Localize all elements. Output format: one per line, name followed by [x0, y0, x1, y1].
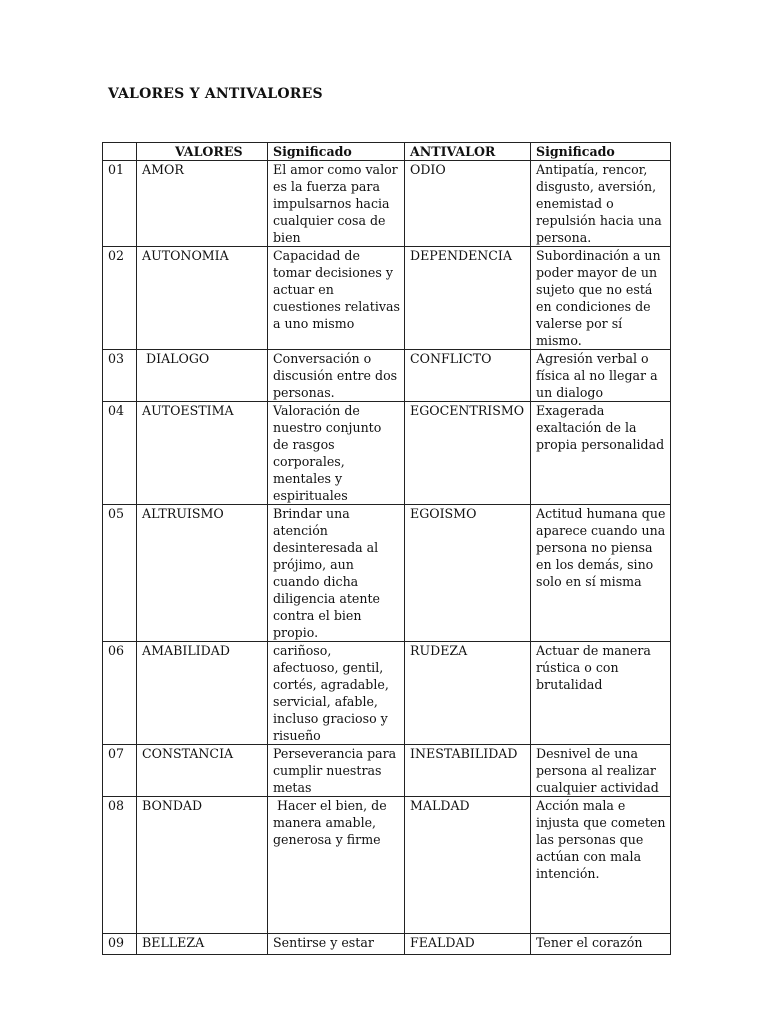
significado-antivalor-cell: Actuar de manera rústica o con brutalidad [531, 642, 671, 745]
table-row [103, 247, 671, 350]
valor-cell: BELLEZA [137, 934, 268, 955]
antivalor-cell: FEALDAD [405, 934, 531, 955]
header-significado-antivalor: Significado [531, 143, 671, 161]
document-title: VALORES Y ANTIVALORES [108, 86, 323, 102]
valor-cell: AUTONOMIA [137, 247, 268, 350]
table-row [103, 797, 671, 934]
significado-valor-cell: Sentirse y estar [268, 934, 405, 955]
row-number: 01 [103, 161, 137, 247]
antivalor-cell: DEPENDENCIA [405, 247, 531, 350]
table-row [103, 934, 671, 955]
antivalor-cell: INESTABILIDAD [405, 745, 531, 797]
significado-antivalor-cell: Antipatía, rencor, disgusto, aversión, enemistad o repulsión hacia una persona. [531, 161, 671, 247]
header-number [103, 143, 137, 161]
table-row [103, 350, 671, 402]
row-number: 09 [103, 934, 137, 955]
significado-antivalor-cell: Desnivel de una persona al realizar cualquier actividad [531, 745, 671, 797]
valor-cell: DIALOGO [137, 350, 268, 402]
significado-valor-cell: cariñoso, afectuoso, gentil, cortés, agradable, servicial, afable, incluso gracioso y risueño [268, 642, 405, 745]
valor-cell: BONDAD [137, 797, 268, 934]
row-number: 05 [103, 505, 137, 642]
antivalor-cell: MALDAD [405, 797, 531, 934]
significado-valor-cell: Valoración de nuestro conjunto de rasgos corporales, mentales y espirituales [268, 402, 405, 505]
valor-cell: AUTOESTIMA [137, 402, 268, 505]
header-antivalor: ANTIVALOR [405, 143, 531, 161]
row-number: 08 [103, 797, 137, 934]
significado-antivalor-cell: Tener el corazón [531, 934, 671, 955]
table-header-row [103, 143, 671, 161]
antivalor-cell: EGOISMO [405, 505, 531, 642]
significado-valor-cell: Hacer el bien, de manera amable, generosa y firme [268, 797, 405, 934]
significado-antivalor-cell: Acción mala e injusta que cometen las personas que actúan con mala intención. [531, 797, 671, 934]
row-number: 02 [103, 247, 137, 350]
table-row [103, 161, 671, 247]
antivalor-cell: CONFLICTO [405, 350, 531, 402]
valor-cell: ALTRUISMO [137, 505, 268, 642]
significado-antivalor-cell: Agresión verbal o física al no llegar a un dialogo [531, 350, 671, 402]
header-valores: VALORES [137, 143, 268, 161]
antivalor-cell: RUDEZA [405, 642, 531, 745]
row-number: 07 [103, 745, 137, 797]
significado-valor-cell: Capacidad de tomar decisiones y actuar en cuestiones relativas a uno mismo [268, 247, 405, 350]
table-row [103, 745, 671, 797]
table-row [103, 642, 671, 745]
row-number: 06 [103, 642, 137, 745]
table-row [103, 402, 671, 505]
significado-valor-cell: El amor como valor es la fuerza para impulsarnos hacia cualquier cosa de bien [268, 161, 405, 247]
values-table [102, 142, 671, 955]
significado-valor-cell: Conversación o discusión entre dos personas. [268, 350, 405, 402]
valor-cell: AMABILIDAD [137, 642, 268, 745]
row-number: 03 [103, 350, 137, 402]
table-row [103, 505, 671, 642]
antivalor-cell: ODIO [405, 161, 531, 247]
header-significado-valor: Significado [268, 143, 405, 161]
valor-cell: AMOR [137, 161, 268, 247]
significado-antivalor-cell: Subordinación a un poder mayor de un sujeto que no está en condiciones de valerse por sí mismo. [531, 247, 671, 350]
row-number: 04 [103, 402, 137, 505]
valor-cell: CONSTANCIA [137, 745, 268, 797]
significado-antivalor-cell: Exagerada exaltación de la propia personalidad [531, 402, 671, 505]
antivalor-cell: EGOCENTRISMO [405, 402, 531, 505]
significado-antivalor-cell: Actitud humana que aparece cuando una persona no piensa en los demás, sino solo en sí misma [531, 505, 671, 642]
significado-valor-cell: Brindar una atención desinteresada al prójimo, aun cuando dicha diligencia atente contra el bien propio. [268, 505, 405, 642]
significado-valor-cell: Perseverancia para cumplir nuestras metas [268, 745, 405, 797]
